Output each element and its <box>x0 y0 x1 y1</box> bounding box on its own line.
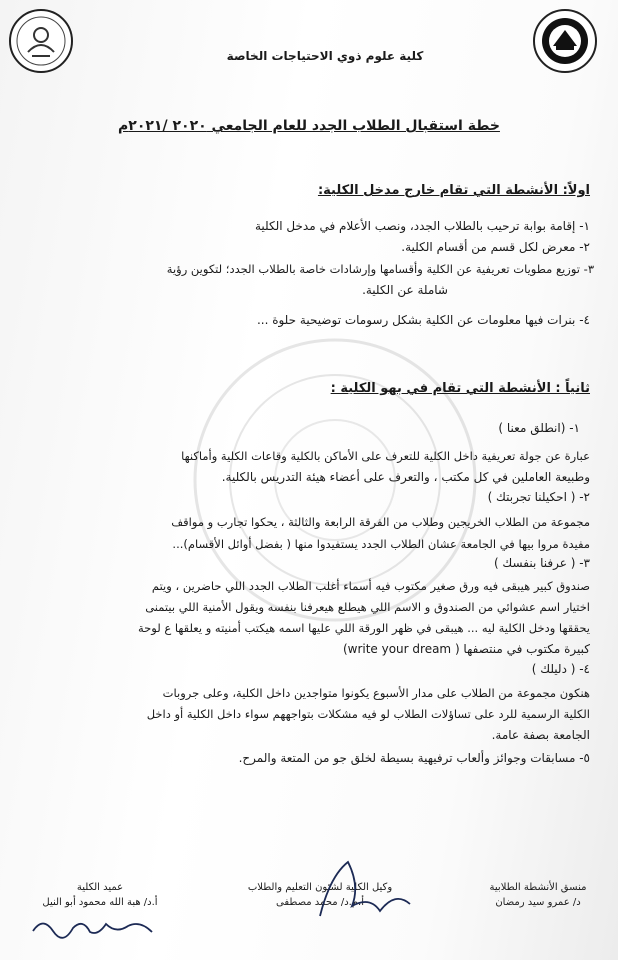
section1-line: شاملة عن الكلية. <box>362 283 448 297</box>
section2-line: وطبيعة العاملين في كل مكتب ، والتعرف على أعضاء هيئة التدريس بالكلية. <box>221 470 590 484</box>
section1-line: ٤- بنرات فيها معلومات عن الكلية بشكل رسومات توضيحية حلوة ... <box>256 313 590 327</box>
section1-heading: اولاً: الأنشطة التي تقام خارج مدخل الكلية: <box>317 183 590 198</box>
dean-title: عميد الكلية <box>76 882 124 893</box>
coordinator-title: منسق الأنشطة الطلابية <box>489 882 587 893</box>
section2-line: اختيار اسم عشوائي من الصندوق و الاسم اللي هيطلع هيعرفنا بنفسه ويقول الأمنية اللي بيتمنى <box>145 600 590 614</box>
coordinator-signature-block <box>478 880 598 910</box>
section1-line: ١- إقامة بوابة ترحيب بالطلاب الجدد، ونصب الأعلام في مدخل الكلية <box>254 219 590 233</box>
document-title: خطة استقبال الطلاب الجدد للعام الجامعي ٢٠٢٠ /٢٠٢١م <box>118 118 500 134</box>
section2-line: ٥- مسابقات وجوائز وألعاب ترفيهية بسيطة لخلق جو من المتعة والمرح. <box>238 751 590 765</box>
section2-line: ٢- ( احكيلنا تجربتك ) <box>487 490 590 504</box>
section2-heading: ثانياً : الأنشطة التي تقام في بهو الكلية : <box>330 381 590 396</box>
vice-dean-title: وكيل الكلية لشئون التعليم والطلاب <box>247 882 393 893</box>
section2-line: ٣- ( عرفنا بنفسك ) <box>493 556 590 570</box>
section2-line: يحققها ودخل الكلية ليه ... هيبقى في ظهر الورقة اللي عليها اسمه هيكتب أمنيته و يعلقها ع لوحة <box>137 621 590 635</box>
section2-line: صندوق كبير هيبقى فيه ورق صغير مكتوب فيه أسماء أغلب الطلاب الجدد اللي حاضرين ، ويتم <box>151 579 590 593</box>
university-logo <box>532 8 598 74</box>
vice-dean-name: أ.م.د/ محمد مصطفى <box>276 897 364 908</box>
faculty-name: كلية علوم ذوي الاحتياجات الخاصة <box>226 49 424 63</box>
vice-dean-handwritten-signature <box>300 856 420 926</box>
section2-line: عبارة عن جولة تعريفية داخل الكلية للتعرف على الأماكن بالكلية وقاعات الكلية وأماكنها <box>181 449 590 463</box>
section1-line: ٣- توزيع مطويات تعريفية عن الكلية وأقسامها وإرشادات خاصة بالطلاب الجدد؛ لتكوين رؤية <box>166 262 594 276</box>
section2-line: مفيدة مروا بيها في الجامعة عشان الطلاب الجدد يستفيدوا منها ( بفضل أوائل الأقسام)... <box>172 537 590 551</box>
faculty-logo <box>8 8 74 74</box>
section2-line: الكلية الرسمية للرد على تساؤلات الطلاب لو فيه مشكلات بتواجههم سواء داخل الكلية أو داخل <box>146 707 590 721</box>
dean-name: أ.د/ هبة الله محمود أبو النيل <box>42 897 158 908</box>
section2-line: ١- (انطلق معنا ) <box>498 421 580 435</box>
section2-line: كبيرة مكتوب في منتصفها ( write your dream) <box>342 642 590 656</box>
section2-line: ٤- ( دليلك ) <box>531 662 590 676</box>
section2-line: الجامعة بصفة عامة. <box>491 728 590 742</box>
coordinator-name: د/ عمرو سيد رمضان <box>495 897 581 908</box>
section2-line: مجموعة من الطلاب الخريجين وطلاب من الفرقة الرابعة والثالثة ، يحكوا تجارب و مواقف <box>171 515 590 529</box>
dean-handwritten-signature <box>28 906 158 946</box>
section2-line: هنكون مجموعة من الطلاب على مدار الأسبوع يكونوا متواجدين داخل الكلية، وعلى جروبات <box>162 686 590 700</box>
section1-line: ٢- معرض لكل قسم من أقسام الكلية. <box>401 240 590 254</box>
